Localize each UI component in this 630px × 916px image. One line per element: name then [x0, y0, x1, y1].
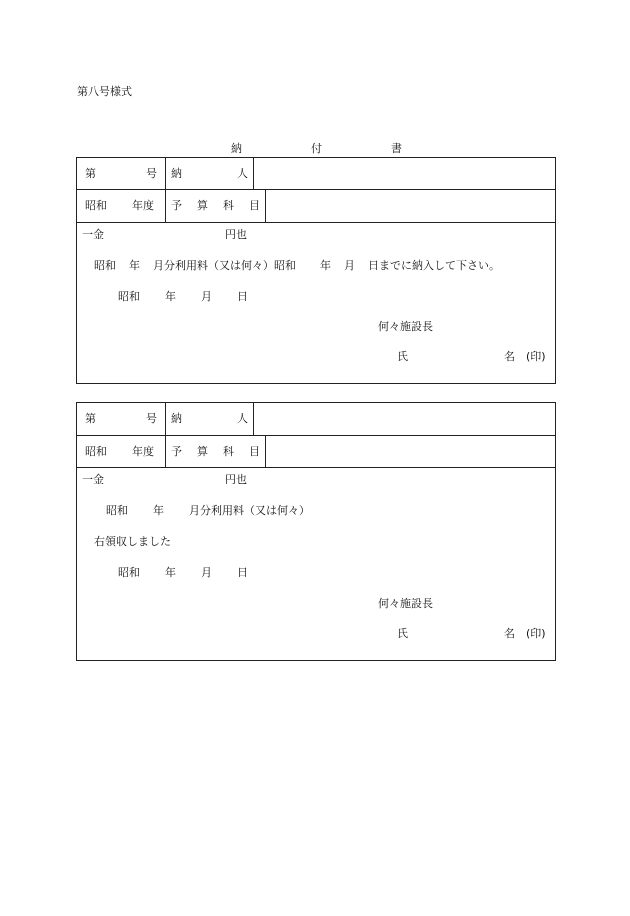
receipt-frame — [76, 402, 556, 661]
payer-label-1: 納 — [171, 167, 182, 180]
notice-era: 昭和 — [94, 259, 116, 272]
column-divider — [165, 157, 166, 223]
notice-year: 年 — [129, 259, 140, 272]
name-label-1: 氏 — [397, 627, 408, 640]
date-year: 年 — [165, 566, 176, 579]
row-divider — [76, 189, 556, 190]
payer-label-2: 人 — [237, 412, 248, 425]
row-divider — [76, 222, 556, 223]
row-divider — [76, 467, 556, 468]
receipt-year: 年 — [153, 504, 164, 517]
budget-char-2: 算 — [197, 199, 208, 212]
budget-char-3: 科 — [223, 199, 234, 212]
form-number-label: 第八号様式 — [77, 85, 132, 98]
facility-director: 何々施設長 — [378, 320, 433, 333]
name-label-1: 氏 — [397, 350, 408, 363]
amount-prefix: 一金 — [82, 228, 104, 241]
budget-char-2: 算 — [197, 445, 208, 458]
notice-usage-fee: 月分利用料（又は何々）昭和 — [153, 259, 296, 272]
column-divider — [165, 402, 166, 468]
date-year: 年 — [165, 290, 176, 303]
title-char-2: 付 — [311, 142, 322, 155]
notice-due-year: 年 — [320, 259, 331, 272]
payer-label-2: 人 — [237, 167, 248, 180]
title-char-1: 納 — [231, 142, 242, 155]
number-suffix: 号 — [146, 167, 157, 180]
number-prefix: 第 — [85, 412, 96, 425]
column-divider — [265, 435, 266, 468]
date-day: 日 — [237, 566, 248, 579]
fiscal-year-label: 年度 — [132, 445, 154, 458]
date-month: 月 — [201, 290, 212, 303]
notice-due-text: 日までに納入して下さい。 — [368, 259, 500, 272]
receipt-era: 昭和 — [106, 504, 128, 517]
number-suffix: 号 — [146, 412, 157, 425]
fiscal-year-label: 年度 — [132, 199, 154, 212]
date-month: 月 — [201, 566, 212, 579]
amount-prefix: 一金 — [82, 473, 104, 486]
receipt-usage-fee: 月分利用料（又は何々） — [189, 504, 310, 517]
facility-director: 何々施設長 — [378, 597, 433, 610]
budget-char-4: 目 — [249, 445, 260, 458]
column-divider — [253, 402, 254, 436]
amount-suffix: 円也 — [225, 228, 247, 241]
era-label: 昭和 — [85, 199, 107, 212]
amount-suffix: 円也 — [225, 473, 247, 486]
payer-label-1: 納 — [171, 412, 182, 425]
budget-char-1: 予 — [171, 445, 182, 458]
date-day: 日 — [237, 290, 248, 303]
seal-mark: (印) — [526, 627, 546, 640]
title-char-3: 書 — [391, 142, 402, 155]
name-label-2: 名 — [504, 627, 515, 640]
date-era: 昭和 — [118, 290, 140, 303]
seal-mark: (印) — [526, 350, 546, 363]
column-divider — [265, 189, 266, 223]
row-divider — [76, 435, 556, 436]
date-era: 昭和 — [118, 566, 140, 579]
budget-char-3: 科 — [223, 445, 234, 458]
name-label-2: 名 — [504, 350, 515, 363]
received-statement: 右領収しました — [94, 535, 171, 548]
budget-char-4: 目 — [249, 199, 260, 212]
budget-char-1: 予 — [171, 199, 182, 212]
column-divider — [253, 157, 254, 190]
notice-due-month: 月 — [344, 259, 355, 272]
era-label: 昭和 — [85, 445, 107, 458]
number-prefix: 第 — [85, 167, 96, 180]
